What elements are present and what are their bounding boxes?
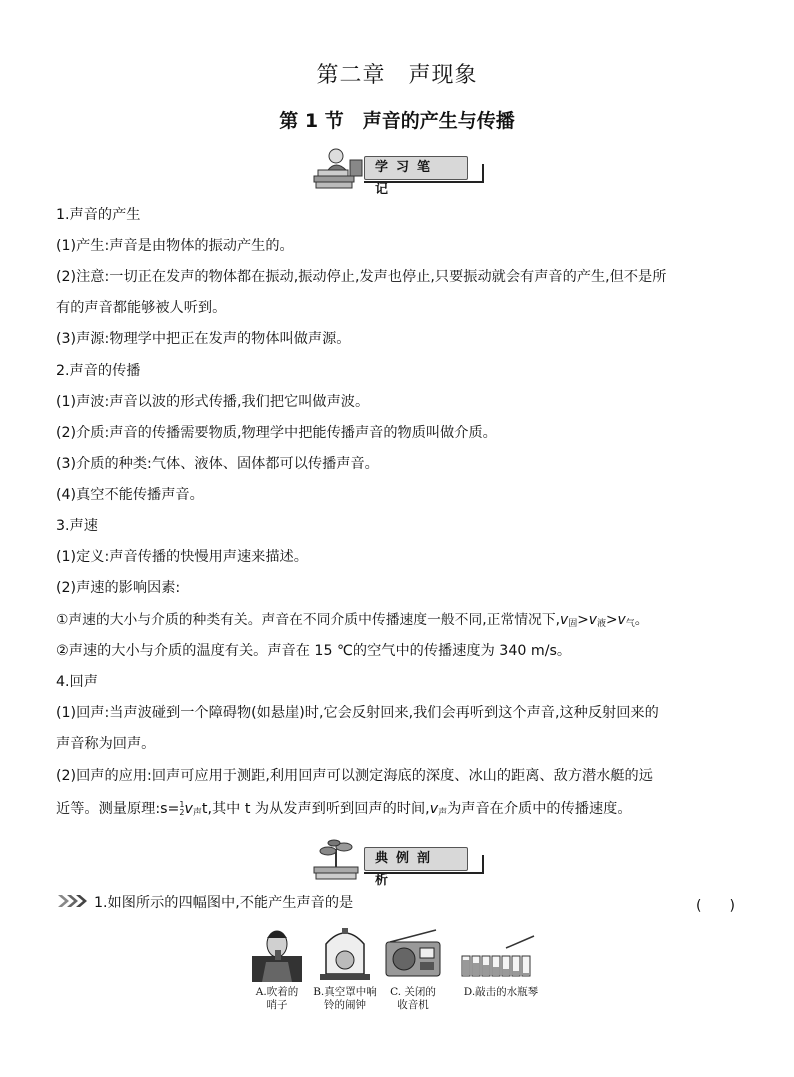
sub-solid: 固: [568, 619, 578, 629]
section-title: 第 1 节 声音的产生与传播: [279, 110, 515, 132]
chevron-arrows-icon: [58, 893, 94, 909]
option-b: [306, 926, 384, 1012]
note-line: (1)产生:声音是由物体的振动产生的。: [56, 238, 294, 254]
note-line: (4)真空不能传播声音。: [56, 487, 204, 503]
note-line: (1)回声:当声波碰到一个障碍物(如悬崖)时,它会反射回来,我们会再听到这个声音,这种反射回来的: [56, 705, 659, 721]
note-line: (2)介质:声音的传播需要物质,物理学中把能传播声音的物质叫做介质。: [56, 425, 497, 441]
note-line: ②声速的大小与介质的温度有关。声音在 15 ℃的空气中的传播速度为 340 m/s。: [56, 643, 572, 659]
option-d-label-line1: D.敲击的水瓶琴: [463, 986, 539, 998]
option-a-label-line1: A.吹着的: [255, 986, 299, 998]
note-line: (2)注意:一切正在发声的物体都在振动,振动停止,发声也停止,只要振动就会有声音的产生,但不是所: [56, 269, 667, 285]
boy-whistle-picture: [248, 926, 306, 982]
gt-sign: >: [577, 612, 589, 628]
var-v: v: [184, 801, 193, 817]
option-a: [248, 926, 306, 1012]
books-plant-icon: [312, 837, 366, 881]
var-v: v: [588, 612, 597, 628]
note-line-speed-order: [56, 610, 649, 634]
note-line: (2)声速的影响因素:: [56, 580, 181, 596]
note-line: (1)定义:声音传播的快慢用声速来描述。: [56, 549, 308, 565]
frac-num: 1: [179, 800, 185, 809]
heading-sound-production: 1.声音的产生: [56, 207, 141, 223]
option-a-label-line2: 哨子: [266, 999, 288, 1011]
note-line: (1)声波:声音以波的形式传播,我们把它叫做声波。: [56, 394, 370, 410]
answer-blank: ( ): [696, 898, 735, 914]
period: 。: [634, 612, 649, 628]
gt-sign: >: [605, 612, 618, 628]
option-c-label-line2: 收音机: [397, 999, 429, 1011]
heading-sound-speed: 3.声速: [56, 518, 98, 534]
example-analysis-banner: [312, 837, 468, 888]
banner-tick: [482, 855, 484, 872]
option-c: [382, 926, 444, 1012]
water-bottles-picture: [456, 926, 546, 982]
option-c-label-line1: C. 关闭的: [390, 986, 436, 998]
banner-tick: [482, 164, 484, 181]
option-b-label-line1: B.真空罩中响: [313, 986, 377, 998]
note-line: (2)回声的应用:回声可应用于测距,利用回声可以测定海底的深度、冰山的距离、敌方潜水艇的远: [56, 768, 653, 784]
heading-sound-propagation: 2.声音的传播: [56, 363, 141, 379]
note-line-echo-formula: [56, 799, 632, 823]
study-notes-banner: [312, 146, 468, 197]
bell-jar-clock-picture: [306, 926, 384, 982]
note-line: 有的声音都能够被人听到。: [56, 300, 227, 316]
banner-underline: [364, 872, 484, 874]
sub-gas: 气: [625, 619, 635, 629]
var-v: v: [429, 801, 439, 817]
formula-post: 为声音在介质中的传播速度。: [447, 801, 632, 817]
radio-picture: [382, 926, 444, 982]
note-line: (3)声源:物理学中把正在发声的物体叫做声源。: [56, 331, 351, 347]
student-reading-icon: [312, 146, 366, 190]
heading-echo: 4.回声: [56, 674, 98, 690]
sub-sound: 声: [438, 808, 448, 818]
chapter-title: 第二章 声现象: [316, 63, 478, 88]
note-line: 声音称为回声。: [56, 736, 156, 752]
note-line: (3)介质的种类:气体、液体、固体都可以传播声音。: [56, 456, 379, 472]
note-text: ①声速的大小与介质的种类有关。声音在不同介质中传播速度一般不同,正常情况下,: [56, 612, 561, 628]
formula-prefix: 近等。测量原理:s=: [56, 801, 180, 817]
question-text: 1.如图所示的四幅图中,不能产生声音的是: [94, 895, 354, 911]
var-v: v: [617, 612, 626, 628]
sub-liquid: 液: [596, 619, 606, 629]
var-v: v: [560, 612, 569, 628]
option-d: [456, 926, 546, 999]
frac-den: 2: [179, 808, 185, 817]
formula-mid: t,其中 t 为从发声到听到回声的时间,: [201, 801, 430, 817]
example-analysis-label: 典例剖析: [364, 847, 468, 871]
study-notes-label: 学习笔记: [364, 156, 468, 180]
sub-sound: 声: [192, 808, 202, 818]
option-b-label-line2: 铃的闹钟: [324, 999, 366, 1011]
banner-underline: [364, 181, 484, 183]
